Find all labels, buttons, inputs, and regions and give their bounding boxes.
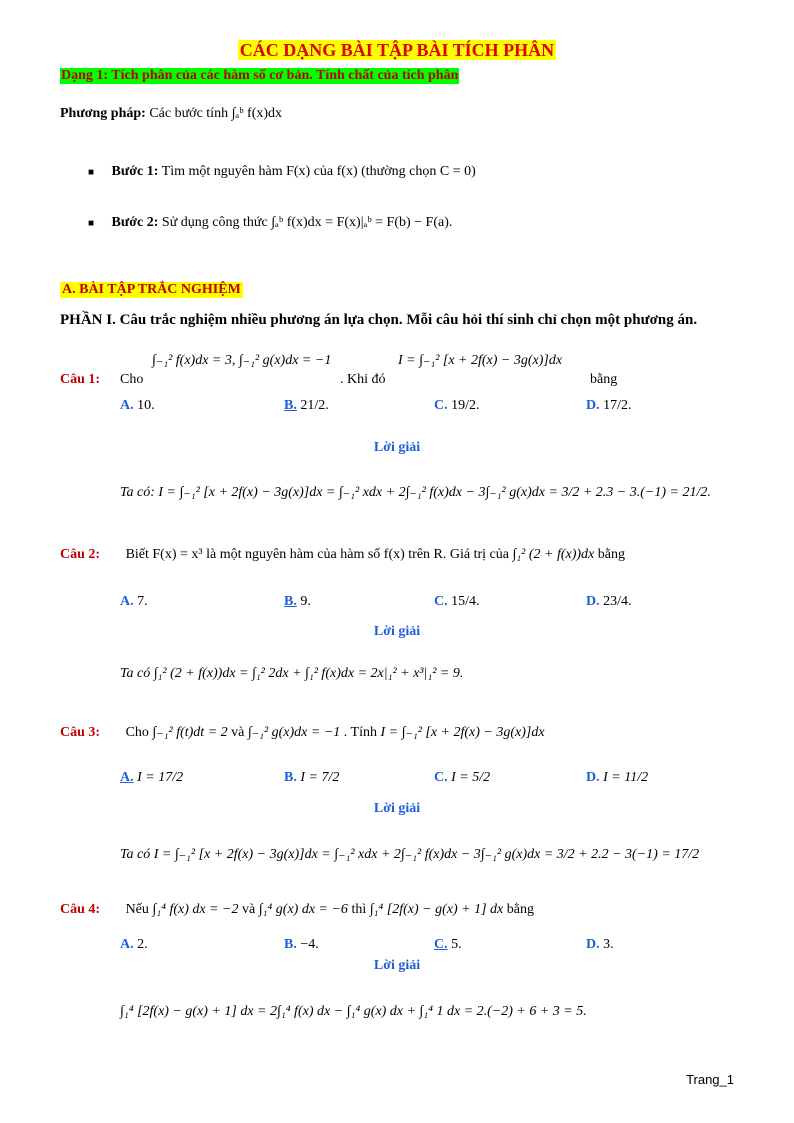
question-1: [60, 352, 740, 388]
question-given: ∫₁⁴ g(x) dx = −6: [258, 902, 348, 917]
question-label: Câu 1:: [60, 372, 101, 387]
option-c[interactable]: C. 5.: [434, 937, 462, 952]
question-3: [60, 724, 750, 741]
solution-label: Lời giải: [373, 440, 421, 455]
question-text: . Tính: [343, 725, 377, 740]
question-text: bằng: [597, 547, 625, 562]
question-text: bằng: [506, 902, 534, 917]
option-c[interactable]: C. I = 5/2: [434, 770, 491, 785]
title-text: CÁC DẠNG BÀI TẬP BÀI TÍCH PHÂN: [239, 40, 555, 60]
question-text: Cho: [120, 372, 144, 387]
section-heading: A. BÀI TẬP TRẮC NGHIỆM: [62, 282, 241, 297]
question-expression: ∫₁² (2 + f(x))dx: [512, 547, 595, 562]
question-4: [60, 902, 750, 918]
method-text: Các bước tính ∫ₐᵇ f(x)dx: [149, 106, 283, 121]
option-d[interactable]: D. 23/4.: [586, 594, 632, 609]
question-text: bằng: [590, 372, 618, 387]
solution-text: Ta có ∫₁² (2 + f(x))dx = ∫₁² 2dx + ∫₁² f(x)dx = 2x|₁² + x³|₁² = 9.: [120, 666, 464, 681]
type-heading: Dạng 1: Tích phân của các hàm số cơ bản. Tính chất của tích phân: [61, 68, 459, 83]
step-1-label: Bước 1:: [111, 164, 159, 179]
question-text: Biết F(x) = x³ là một nguyên hàm của hàm số f(x) trên R. Giá trị của: [125, 547, 509, 562]
option-b[interactable]: B. 21/2.: [284, 398, 329, 413]
question-label: Câu 4:: [60, 902, 101, 917]
solution-label: Lời giải: [373, 801, 421, 816]
option-c[interactable]: C. 19/2.: [434, 398, 480, 413]
step-2: [88, 215, 452, 231]
part-heading: PHẦN I. Câu trắc nghiệm nhiều phương án lựa chọn. Mỗi câu hỏi thí sinh chỉ chọn một phương án.: [60, 312, 698, 328]
step-2-text: Sử dụng công thức ∫ₐᵇ f(x)dx = F(x)|ₐᵇ = F(b) − F(a).: [161, 215, 453, 230]
option-b[interactable]: B. −4.: [284, 937, 319, 952]
solution-label: Lời giải: [373, 624, 421, 639]
step-1-text: Tìm một nguyên hàm F(x) của f(x) (thường chọn C = 0): [161, 164, 476, 179]
step-1: [88, 164, 476, 180]
question-given: ∫₋₁² f(x)dx = 3, ∫₋₁² g(x)dx = −1: [152, 353, 332, 368]
question-text: Nếu: [125, 902, 149, 917]
question-given: ∫₋₁² g(x)dx = −1: [247, 725, 341, 740]
bullet-icon: ■: [88, 218, 95, 229]
option-a[interactable]: A. I = 17/2: [120, 770, 184, 785]
question-label: Câu 2:: [60, 547, 101, 562]
question-expression: I = ∫₋₁² [x + 2f(x) − 3g(x)]dx: [380, 725, 545, 740]
question-label: Câu 3:: [60, 725, 101, 740]
page-number: Trang_1: [686, 1072, 734, 1087]
question-expression: I = ∫₋₁² [x + 2f(x) − 3g(x)]dx: [398, 353, 563, 368]
method-line: [60, 106, 282, 122]
step-2-label: Bước 2:: [111, 215, 159, 230]
option-a[interactable]: A. 2.: [120, 937, 148, 952]
question-given: ∫₋₁² f(t)dt = 2: [152, 725, 228, 740]
question-given: ∫₁⁴ f(x) dx = −2: [152, 902, 239, 917]
solution-text: Ta có I = ∫₋₁² [x + 2f(x) − 3g(x)]dx = ∫₋₁² xdx + 2∫₋₁² f(x)dx − 3∫₋₁² g(x)dx = 3/2 + 2.2 − 3(−1) = 17/2: [120, 847, 700, 862]
option-c[interactable]: C. 15/4.: [434, 594, 480, 609]
option-d[interactable]: D. 3.: [586, 937, 614, 952]
question-text: và: [242, 902, 256, 917]
question-expression: ∫₁⁴ [2f(x) − g(x) + 1] dx: [369, 902, 504, 917]
solution-text: ∫₁⁴ [2f(x) − g(x) + 1] dx = 2∫₁⁴ f(x) dx − ∫₁⁴ g(x) dx + ∫₁⁴ 1 dx = 2.(−2) + 6 + 3 = 5.: [120, 1004, 587, 1019]
option-a[interactable]: A. 10.: [120, 398, 155, 413]
solution-label: Lời giải: [373, 958, 421, 973]
question-text: và: [231, 725, 245, 740]
option-b[interactable]: B. 9.: [284, 594, 311, 609]
question-text: Cho: [125, 725, 149, 740]
option-b[interactable]: B. I = 7/2: [284, 770, 340, 785]
solution-text: Ta có: I = ∫₋₁² [x + 2f(x) − 3g(x)]dx = ∫₋₁² xdx + 2∫₋₁² f(x)dx − 3∫₋₁² g(x)dx = 3/2 + 2.3 − 3.(−1) = 21/2.: [120, 485, 711, 500]
option-d[interactable]: D. 17/2.: [586, 398, 632, 413]
option-d[interactable]: D. I = 11/2: [586, 770, 649, 785]
question-2: [60, 547, 750, 563]
method-label: Phương pháp:: [60, 106, 146, 121]
page-title: [0, 40, 794, 61]
option-a[interactable]: A. 7.: [120, 594, 148, 609]
question-text: thì: [351, 902, 367, 917]
bullet-icon: ■: [88, 167, 95, 178]
question-text: . Khi đó: [340, 372, 386, 387]
